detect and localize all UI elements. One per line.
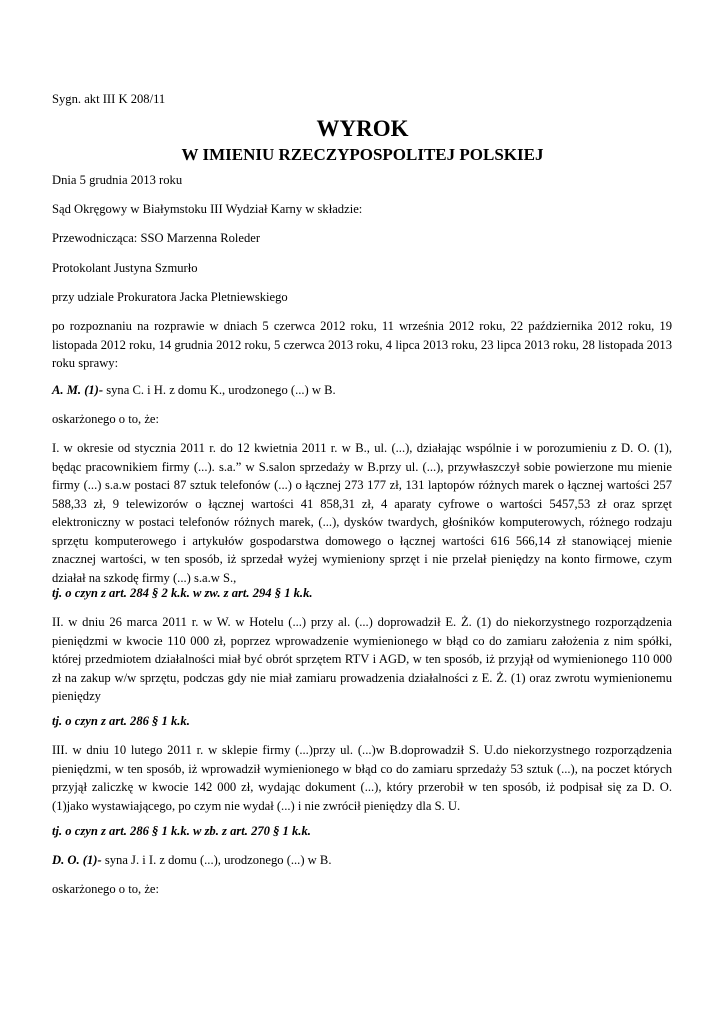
prosecutor: przy udziale Prokuratora Jacka Pletniewskiego: [52, 290, 288, 304]
accused-label-2: oskarżonego o to, że:: [52, 882, 160, 896]
charge-1: I. w okresie od stycznia 2011 r. do 12 kwietnia 2011 r. w B., ul. (...), działając wspólnie i w porozumieniu z D. O. (1), będąc pracownikiem firmy (...). s.a.” w S.salon sprzedaży w B.przy ul. (...), przywłaszczył sobie powierzone mu mienie firmy (...) s.a.w postaci 87 sztuk telefonów (...) o łącznej 273 177 zł, 131 laptopów różnych marek o łącznej wartości 257 588,33 zł, 9 telewizorów o łącznej wartości 41 858,31 zł, 4 aparaty cyfrowe o wartości 5457,53 zł oraz sprzęt elektroniczny w postaci telefonów różnych marek, (...), dysków twardych, głośników komputerowych, różnego rodzaju sprzętu komputerowego i artykułów gospodarstwa domowego o łącznej wartości 616 566,14 zł stanowiącej mienie znacznej wartości, w ten sposób, iż sprzedał wyżej wymieniony sprzęt i nie przelał pieniędzy na konto firmowe, czym działał na szkodę firmy (...) s.a.w S.,: [52, 441, 672, 585]
court-composition: Sąd Okręgowy w Białymstoku III Wydział Karny w składzie:: [52, 202, 363, 216]
case-number: Sygn. akt III K 208/11: [52, 92, 166, 106]
charge-2: II. w dniu 26 marca 2011 r. w W. w Hotelu (...) przy al. (...) doprowadził E. Ż. (1) do niekorzystnego rozporządzenia pieniędzmi w kwocie 110 000 zł, poprzez wprowadzenie wymienionego w błąd co do zamiaru założenia z nim spółki, której przedmiotem działalności miał być obrót sprzętem RTV i AGD, w ten sposób, iż przyjął od wymienionego 110 000 zł na zakup w/w sprzętu, podczas gdy nie miał zamiaru prowadzenia działalności z E. Ż. (1) oraz zwrotu wymienionemu pieniędzy: [52, 615, 672, 703]
charge-3: III. w dniu 10 lutego 2011 r. w sklepie firmy (...)przy ul. (...)w B.doprowadził S. U.do niekorzystnego rozporządzenia pieniędzmi, w ten sposób, iż wprowadził wymienionego w błąd co do zamiaru sprzedaży 53 sztuk (...), na poczet których przyjął zaliczkę w kwocie 142 000 zł, wydając dokument (...), który przerobił w ten sposób, iż podpisał się za D. O. (1)jako wystawiającego, po czym nie wydał (...) i nie zwrócił pieniędzy dla S. U.: [52, 743, 672, 813]
qualification-2: tj. o czyn z art. 286 § 1 k.k.: [52, 714, 190, 728]
presiding-judge: Przewodnicząca: SSO Marzenna Roleder: [52, 231, 261, 245]
hearing-dates: po rozpoznaniu na rozprawie w dniach 5 czerwca 2012 roku, 11 września 2012 roku, 22 października 2012 roku, 19 listopada 2012 roku, 14 grudnia 2012 roku, 5 czerwca 2013 roku, 4 lipca 2013 roku, 23 lipca 2013 roku, 28 listopada 2013 roku sprawy:: [52, 319, 672, 370]
defendant-2-details: syna J. i I. z domu (...), urodzonego (...) w B.: [101, 853, 332, 867]
defendant-2-name: D. O. (1)-: [52, 853, 102, 867]
judgment-subtitle: W IMIENIU RZECZYPOSPOLITEJ POLSKIEJ: [181, 145, 544, 164]
qualification-1: tj. o czyn z art. 284 § 2 k.k. w zw. z art. 294 § 1 k.k.: [52, 586, 313, 600]
defendant-1: [52, 381, 672, 400]
accused-label-1: oskarżonego o to, że:: [52, 412, 160, 426]
court-clerk: Protokolant Justyna Szmurło: [52, 261, 198, 275]
defendant-1-name: A. M. (1)-: [52, 383, 104, 397]
defendant-2: [52, 851, 672, 870]
judgment-title: WYROK: [316, 116, 409, 141]
qualification-3: tj. o czyn z art. 286 § 1 k.k. w zb. z art. 270 § 1 k.k.: [52, 824, 311, 838]
defendant-1-details: syna C. i H. z domu K., urodzonego (...) w B.: [103, 383, 336, 397]
judgment-date: Dnia 5 grudnia 2013 roku: [52, 173, 183, 187]
